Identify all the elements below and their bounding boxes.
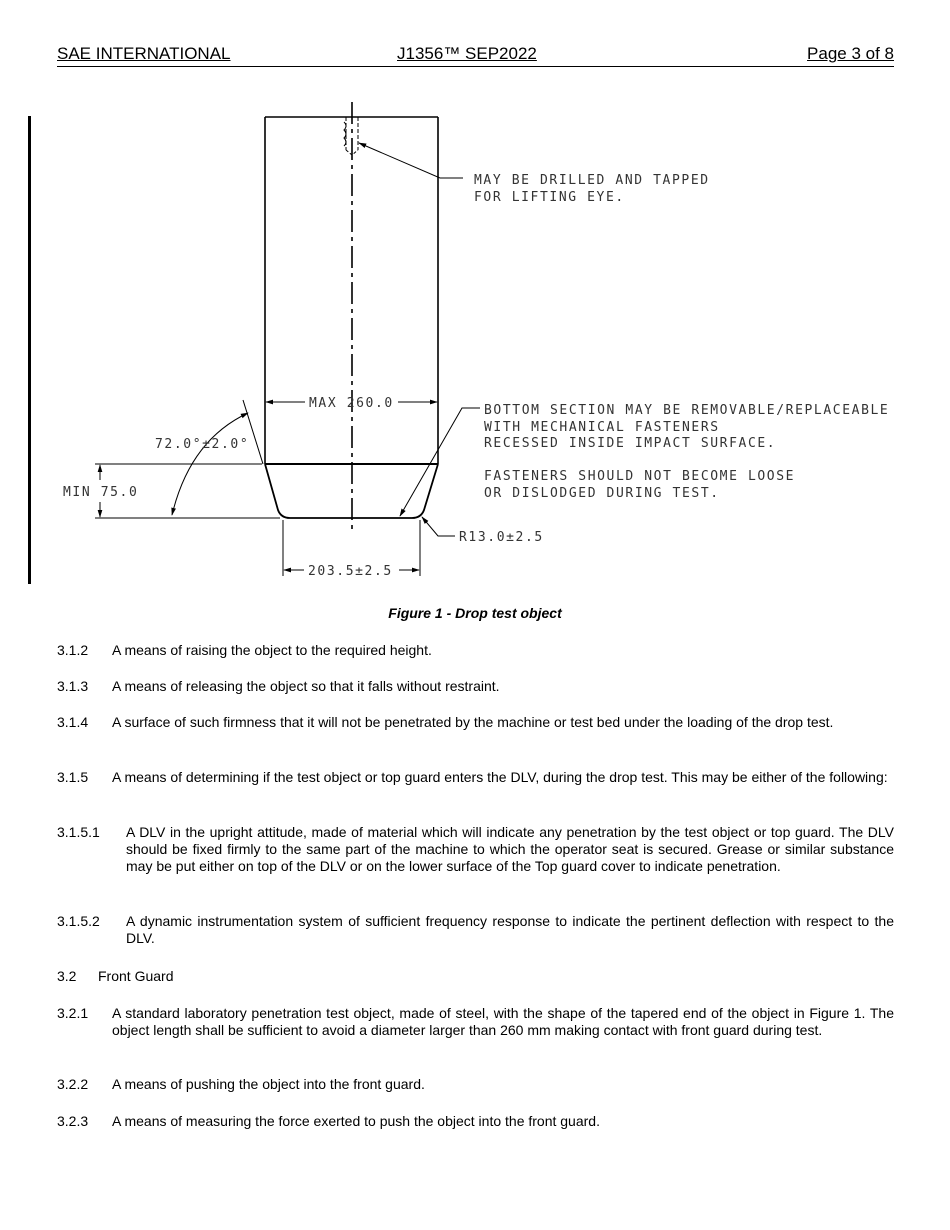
section-text: A means of raising the object to the required height. <box>112 642 432 658</box>
dim-bottom-width: 203.5±2.5 <box>308 564 393 579</box>
section-text: A means of releasing the object so that it falls without restraint. <box>112 678 500 694</box>
section-number: 3.1.2 <box>57 642 89 658</box>
header-org: SAE INTERNATIONAL <box>57 44 231 63</box>
tapped-hole <box>344 117 358 155</box>
section-3-2-1 <box>57 1005 894 1039</box>
figure-caption: Figure 1 - Drop test object <box>388 605 562 621</box>
dim-angle: 72.0°±2.0° <box>155 437 250 452</box>
section-text: A DLV in the upright attitude, made of material which will indicate any penetration by the test object or top guard. The DLV should be fixed firmly to the same part of the machine to which the operator seat is secured. Grease or similar substance may be put either on top of the DLV or on the lower surface of the Top guard cover to indicate penetration. <box>126 824 894 874</box>
dim-min-height: MIN 75.0 <box>63 485 139 500</box>
bottom-section-leader <box>400 408 480 516</box>
section-text: A surface of such firmness that it will not be penetrated by the machine or test bed under the loading of the drop test. <box>112 714 834 730</box>
section-text: A standard laboratory penetration test object, made of steel, with the shape of the tapered end of the object in Figure 1. The object length shall be sufficient to avoid a diameter larger than 260 mm making contact with front guard during test. <box>112 1005 894 1038</box>
note-fasteners-line2: OR DISLODGED DURING TEST. <box>484 486 720 501</box>
section-number: 3.2.3 <box>57 1113 89 1129</box>
section-3-2-2 <box>57 1076 894 1093</box>
section-number: 3.1.5.2 <box>57 913 100 929</box>
section-3-1-5 <box>57 769 894 786</box>
section-number: 3.1.5.1 <box>57 824 100 840</box>
header-doc-id: J1356™ SEP2022 <box>397 44 537 63</box>
section-3-1-3 <box>57 678 894 695</box>
note-fasteners-line1: FASTENERS SHOULD NOT BECOME LOOSE <box>484 469 796 484</box>
angle-extension-line <box>243 400 263 464</box>
dim-max-width: MAX 260.0 <box>309 396 394 411</box>
header-page-number: Page 3 of 8 <box>807 44 894 63</box>
note-drilled-line1: MAY BE DRILLED AND TAPPED <box>474 173 710 188</box>
section-number: 3.1.4 <box>57 714 89 730</box>
section-text: A means of measuring the force exerted to push the object into the front guard. <box>112 1113 600 1129</box>
radius-leader <box>422 517 455 536</box>
section-number: 3.2.1 <box>57 1005 89 1021</box>
note-bottom-line3: RECESSED INSIDE IMPACT SURFACE. <box>484 436 777 451</box>
section-text: A means of determining if the test object or top guard enters the DLV, during the drop test. This may be either of the following: <box>112 769 888 785</box>
section-3-1-2 <box>57 642 894 659</box>
note-bottom-line2: WITH MECHANICAL FASTENERS <box>484 420 720 435</box>
section-3-1-5-2 <box>57 913 894 947</box>
section-number: 3.1.3 <box>57 678 89 694</box>
section-number: 3.1.5 <box>57 769 89 785</box>
drilled-note-leader <box>359 143 463 178</box>
drop-test-object-drawing <box>0 95 950 590</box>
dim-radius: R13.0±2.5 <box>459 530 544 545</box>
page-header <box>57 44 894 67</box>
section-text: A means of pushing the object into the front guard. <box>112 1076 425 1092</box>
note-bottom-line1: BOTTOM SECTION MAY BE REMOVABLE/REPLACEABLE <box>484 403 890 418</box>
note-drilled-line2: FOR LIFTING EYE. <box>474 190 625 205</box>
section-3-2 <box>57 968 894 985</box>
section-3-2-3 <box>57 1113 894 1130</box>
section-number: 3.2 <box>57 968 77 984</box>
section-3-1-5-1 <box>57 824 894 875</box>
section-heading: Front Guard <box>98 968 174 984</box>
section-number: 3.2.2 <box>57 1076 89 1092</box>
section-3-1-4 <box>57 714 894 731</box>
section-text: A dynamic instrumentation system of sufficient frequency response to indicate the pertinent deflection with respect to the DLV. <box>126 913 894 946</box>
